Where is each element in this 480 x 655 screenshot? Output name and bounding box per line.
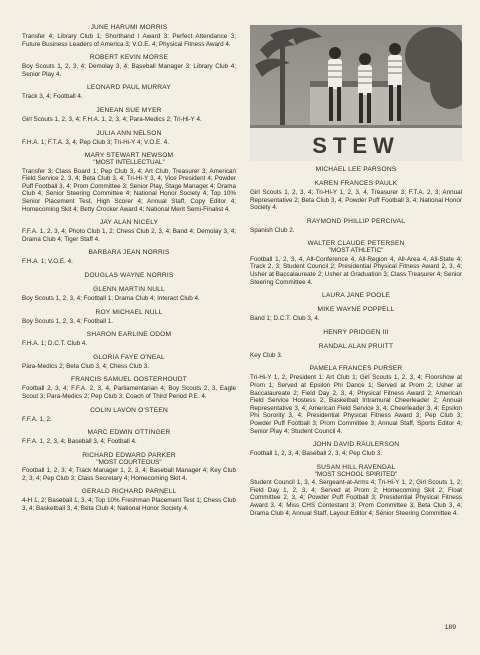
senior-name: DOUGLAS WAYNE NORRIS (84, 272, 174, 279)
senior-entry (250, 329, 462, 337)
senior-activities: Key Club 3. (250, 351, 283, 359)
page-number: 189 (444, 624, 456, 631)
senior-name: ROY MICHAEL NULL (95, 308, 163, 316)
banner-text: STEW (312, 133, 400, 158)
senior-entry (22, 249, 236, 266)
senior-activities: Girl Scouts 1, 2, 3, 4; Tri-Hi-Y 1, 2, 3, 4, Treasurer 3; F.T.A. 2, 3; Annual Representative 2; Beta Club 3, 4; Powder Puff Football 3, 4; National Honor Society 4. (250, 189, 462, 212)
senior-entry (22, 130, 236, 147)
senior-name: COLIN LAVON O'STEEN (90, 406, 168, 414)
senior-activities: Student Council 1, 3, 4, Sergeant-at-Arms 4; Tri-Hi-Y 1, 2; Girl Scouts 1, 2; Field Day 1, 2, 3, 4; Served at Prom 2; Homecoming Skit 2; Float Committee 2, 3, 4; Powder Puff Football 3; Presidential Physical Fitness Award 3, 4; Miss CHS Contestant 3; Prom Committee 3; Beta Club 3, 4; Drama Club 4; Annual Staff, Layout Editor 4; Senior Steering Committee 4. (250, 479, 462, 517)
senior-entry (22, 54, 236, 78)
senior-name: GERALD RICHARD PARNELL (81, 488, 177, 496)
senior-entry (22, 84, 236, 101)
senior-entry (22, 407, 236, 424)
senior-entry (22, 354, 236, 371)
senior-entry (22, 488, 236, 512)
senior-name: FRANCIS SAMUEL OOSTERHOUDT (71, 376, 187, 384)
senior-entry (22, 24, 236, 48)
senior-activities: Football 2, 3, 4; F.F.A. 2, 3, 4, Parliamentarian 4; Boy Scouts 2, 3, Eagle Scout 3; Para-Medics 2; Pep Club 3; Coach of Third Period P.E. 4. (22, 385, 236, 400)
senior-name: MICHAEL LEE PARSONS (315, 166, 397, 173)
senior-name: GLENN MARTIN NULL (93, 286, 165, 293)
senior-activities: Boy Scouts 1, 2, 3, 4; Demolay 3, 4; Baseball Manager 3; Library Club 4; Senior Play 4. (22, 63, 236, 78)
left-column (22, 24, 236, 519)
senior-superlative: "MOST SCHOOL SPIRITED" (314, 470, 398, 478)
senior-activities: Spanish Club 2. (250, 226, 295, 234)
senior-entry (250, 343, 462, 360)
senior-name: JENEAN SUE MYER (96, 106, 162, 114)
senior-activities: Girl Scouts 1, 2, 3, 4; F.H.A. 1, 2, 3, 4; Para-Medics 2; Tri-Hi-Y 4. (22, 115, 202, 123)
senior-entry (22, 219, 236, 243)
senior-name: RAYMOND PHILLIP PERCIVAL (306, 217, 406, 225)
senior-name: BARBARA JEAN NORRIS (88, 249, 170, 257)
cheerleaders-photo (250, 25, 462, 161)
senior-entry (22, 429, 236, 446)
senior-superlative: "MOST INTELLECTUAL" (93, 159, 165, 167)
senior-entry (22, 152, 236, 213)
senior-entry (250, 306, 462, 323)
senior-activities: F.F.A. 1, 2, 3, 4; Photo Club 1, 2; Chess Club 2, 3, 4; Band 4; Demolay 3, 4; Drama Club 4; Tiger Staff 4. (22, 228, 236, 243)
senior-activities: Boy Scouts 1, 2, 3, 4; Football 1. (22, 317, 114, 325)
senior-activities: F.F.A. 1, 2, 3, 4; Baseball 3, 4; Football 4. (22, 438, 137, 446)
senior-entry (22, 286, 236, 303)
senior-name: WALTER CLAUDE PETERSEN (307, 240, 405, 248)
senior-activities: F.H.A. 1; D.C.T. Club 4. (22, 340, 88, 348)
senior-name: JUNE HARUMI MORRIS (90, 24, 168, 31)
senior-name: MIKE WAYNE POPPELL (317, 306, 395, 314)
senior-activities: Para-Medics 2; Beta Club 3, 4; Chess Club 3. (22, 362, 150, 370)
senior-entry (22, 331, 236, 348)
senior-activities: Tri-Hi-Y 1, 2, President 1; Art Club 1; Girl Scouts 1, 2, 3, 4; Floorshow at Prom 1; Served at Epsilon Phi Dance 1; Served at Prom 2; Usher at Baccalaureate 2; Field Day 2, 3, 4; Physical Fitness Award 2; American Field Service Hostess 2; Basketball Intramural Cheerleader 2; Annual Representative 3, 4; American Field Service 3, 4; Cheerleader 3, 4; Epsilon Phi Sorority 3, 4; Presidential Physical Fitness Award 3; Pep Club 3; Powder Puff Football 3; Prom Committee 3; Annual Staff, Sports Editor 4; Senior Play 4; Student Council 4. (250, 374, 462, 435)
senior-superlative: "MOST ATHLETIC" (328, 247, 384, 255)
senior-name: KAREN FRANCES PAULK (314, 180, 398, 187)
senior-entry (250, 180, 462, 212)
senior-entry (250, 292, 462, 300)
senior-name: PAMELA FRANCES PURSER (309, 365, 403, 373)
senior-activities: F.H.A. 1; F.T.A. 3, 4; Pep Club 3; Tri-Hi-Y 4; V.O.E. 4. (22, 138, 169, 146)
senior-entry (250, 240, 462, 286)
senior-activities: Boy Scouts 1, 2, 3, 4; Football 1; Drama Club 4; Interact Club 4. (22, 295, 200, 302)
senior-activities: Football 1, 2, 3, 4, All-Conference 4, All-Region 4, All-Area 4, All-State 4; Track 2, 3; Student Council 2; Presidential Physical Fitness Award 2, 3, 4; Usher at Baccalaureate 2; Usher at Graduation 3; Class Treasurer 4; Senior Steering Committee 4. (250, 255, 462, 286)
senior-superlative: "MOST COURTEOUS" (96, 458, 162, 466)
senior-name: JAY ALAN NICELY (99, 219, 159, 227)
senior-activities: Transfer 3; Class Board 1; Pep Club 3, 4; Art Club, Treasurer 3; American Field Service 2, 3, 4; Beta Club 3, 4; Tri-Hi-Y 3, 4, Vice President 4; Powder Puff Football 3, 4; Prom Committee 3; Senior Play, Stage Manager 4; Drama Club 4; Senior Steering Committee 4; National Honor Society 4; Top 10% Senior Placement Test, High Scorer 4; Annual Staff, Copy Editor 4; Homecoming Skit 4; Betty Crocker Award 4; National Merit Semi-Finalist 4. (22, 167, 236, 213)
senior-name: JOHN DAVID RAULERSON (312, 441, 400, 449)
senior-entry (22, 107, 236, 124)
senior-name: LEONARD PAUL MURRAY (87, 84, 171, 92)
senior-name: ROBERT KEVIN MORSE (89, 54, 169, 62)
senior-activities: 4-H 1, 2; Baseball 1, 3, 4; Top 10% Freshman Placement Test 1; Chess Club 3, 4; Basketball 3, 4; Beta Club 4; National Honor Society 4. (22, 497, 236, 513)
senior-activities: Transfer 4; Library Club 1; Shorthand I Award 3; Perfect Attendance 3; Future Business Leaders of America 3; V.O.E. 4; Physical Fitness Award 4. (22, 33, 236, 48)
senior-entry (250, 441, 462, 458)
senior-name: RANDAL ALAN PRUITT (318, 342, 394, 350)
senior-name: SHARON EARLINE ODOM (86, 331, 172, 339)
senior-entry (250, 166, 462, 174)
senior-name: JULIA ANN NELSON (96, 129, 162, 137)
senior-entry (22, 272, 236, 280)
senior-name: LAURA JANE POOLE (321, 292, 391, 300)
senior-activities: Football 1, 2, 3, 4; Track Manager 1, 2, 3, 4; Baseball Manager 4; Key Club 2, 3, 4; Pep Club 3; Class Secretary 4; Homecoming Skit 4. (22, 467, 236, 482)
senior-entry (250, 365, 462, 435)
senior-entry (250, 218, 462, 235)
senior-name: GLORIA FAYE O'NEAL (93, 353, 165, 361)
senior-activities: F.F.A. 1, 2. (22, 415, 52, 423)
senior-name: SUSAN HILL RAVENDAL (316, 463, 396, 471)
right-column (250, 166, 462, 523)
senior-name: MARY STEWART NEWSOM (84, 152, 174, 160)
senior-entry (22, 376, 236, 400)
senior-activities: F.H.A. 1; V.O.E. 4. (22, 258, 73, 266)
senior-activities: Track 3, 4; Football 4. (22, 93, 83, 101)
senior-entry (22, 452, 236, 483)
senior-name: HENRY PRIDGEN III (323, 328, 389, 336)
senior-activities: Band 1; D.C.T. Club 3, 4. (250, 315, 320, 323)
senior-activities: Football 1, 2, 3, 4; Baseball 2, 3, 4; Pep Club 3. (250, 450, 382, 458)
senior-name: RICHARD EDWARD PARKER (82, 451, 176, 459)
senior-name: MARC EDWIN OTTINGER (87, 429, 171, 437)
senior-entry (250, 464, 462, 517)
photo-illustration (250, 25, 462, 161)
senior-entry (22, 309, 236, 326)
